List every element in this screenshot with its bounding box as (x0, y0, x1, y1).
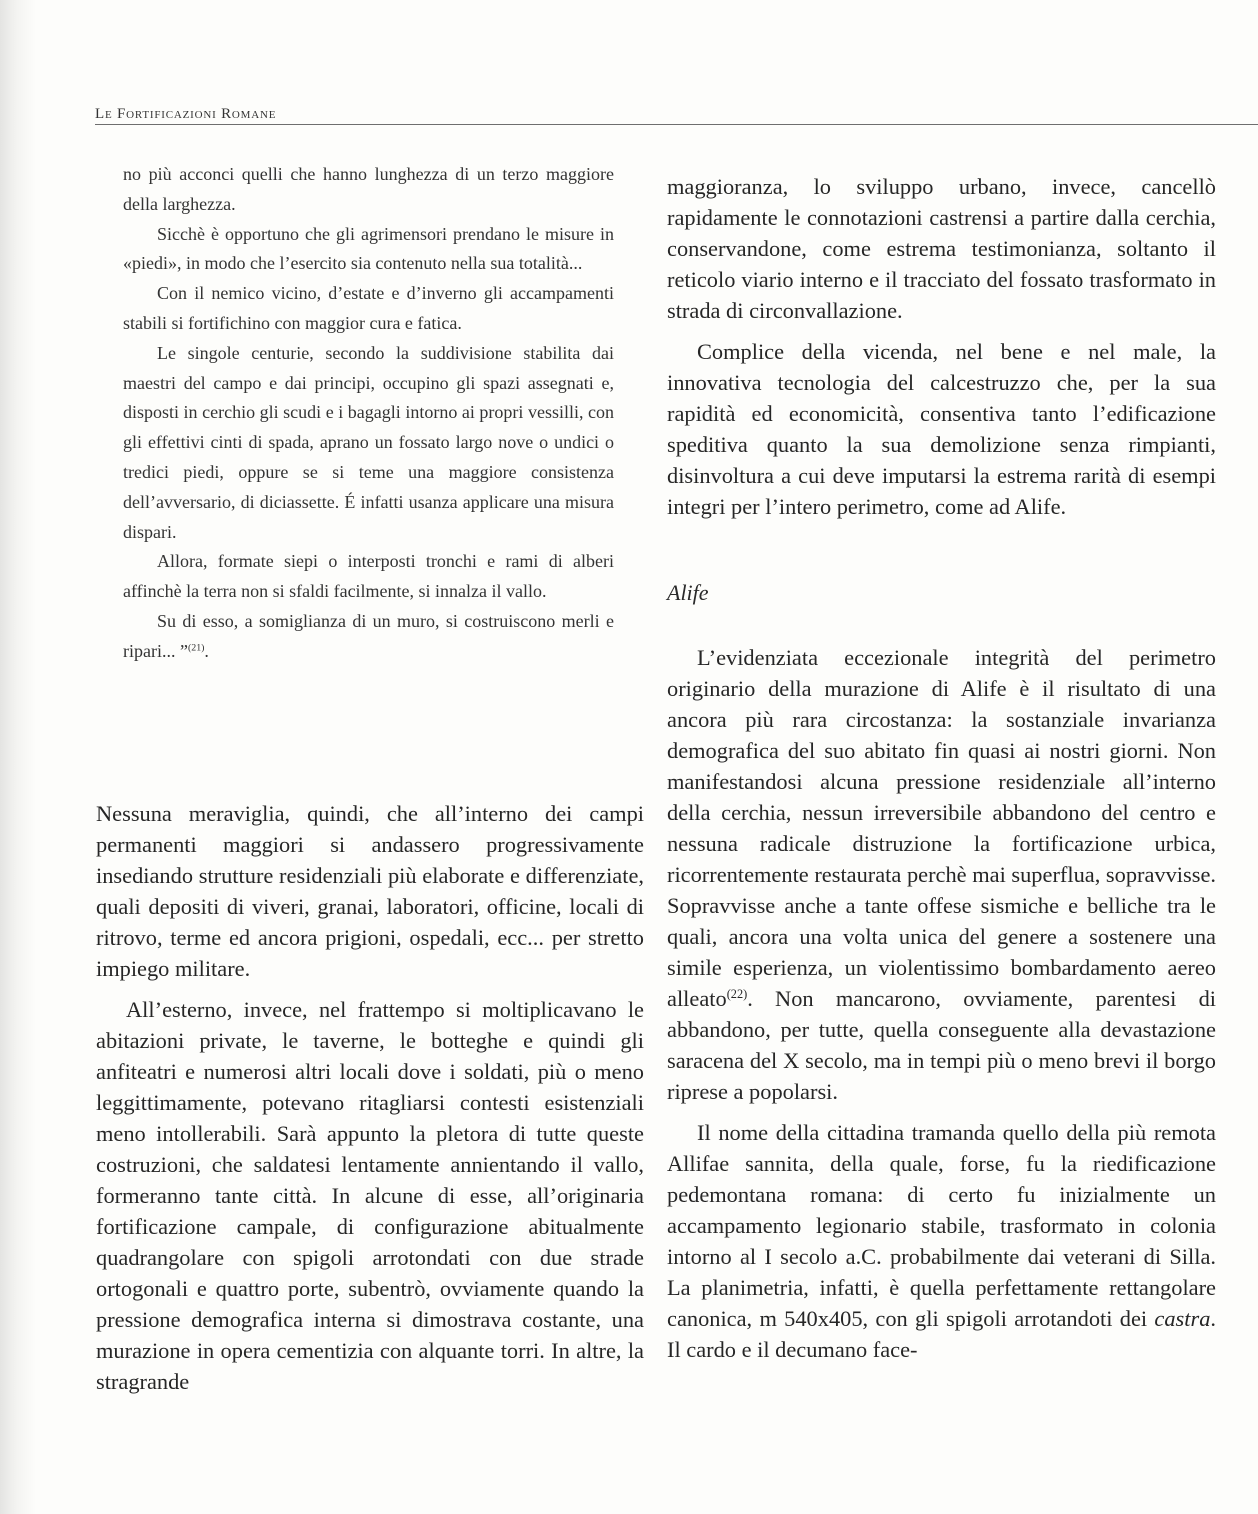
right-column-top (667, 171, 1216, 522)
text-run: Il nome della cittadina tramanda quello della più remota Allifae sannita, della quale, forse, fu la riedificazione pedemontana romana: di certo fu inizialmente un accampamento legionario stabile, trasformato in colonia intorno al I secolo a.C. probabilmente dai veterani di Silla. La planimetria, infatti, è quella perfettamente rettangolare canonica, m 540x405, con gli spigoli arrotandoti dei (667, 1120, 1216, 1331)
quote-paragraph: Con il nemico vicino, d’estate e d’inverno gli accampamenti stabili si fortifichino con maggior cura e fatica. (123, 283, 614, 333)
body-paragraph: Complice della vicenda, nel bene e nel male, la innovativa tecnologia del calcestruzzo che, per la sua rapidità ed economicità, consentiva tanto l’edificazione speditiva quanto la sua demolizione senza rimpianti, disinvoltura a cui deve imputarsi la estrema rarità di esempi integri per l’intero perimetro, come ad Alife. (667, 339, 1216, 519)
italic-term: castra (1154, 1306, 1211, 1331)
quote-paragraph-last (123, 607, 614, 667)
body-paragraph: Nessuna meraviglia, quindi, che all’interno dei campi permanenti maggiori si andassero progressivamente insediando strutture residenziali più elaborate e differenziate, quali depositi di viveri, granai, laboratori, officine, locali di ritrovo, terme ed ancora prigioni, ospedali, ecc... per stretto impiego militare. (96, 801, 644, 981)
quotation-block (123, 160, 614, 667)
quote-paragraph: Le singole centurie, secondo la suddivisione stabilita dai maestri del campo e dai principi, occupino gli spazi assegnati e, disposti in cerchio gli scudi e i bagagli intorno ai propri vessilli, con gli effettivi cinti di spada, aprano un fossato largo nove o undici o tredici piedi, oppure se si teme una maggiore consistenza dell’avversario, di diciassette. É infatti usanza applicare una misura dispari. (123, 342, 614, 542)
text-run: . Il cardo e il decumano face- (667, 1306, 1216, 1362)
left-column-body (96, 798, 644, 1397)
body-paragraph: maggioranza, lo sviluppo urbano, invece, cancellò rapidamente le connotazioni castrensi a partire dalla cerchia, conservandone, come estrema testimonianza, soltanto il reticolo viario interno e il tracciato del fossato trasformato in strada di circonvallazione. (667, 174, 1216, 323)
body-paragraph (667, 642, 1216, 1107)
running-header (95, 104, 1258, 125)
quote-paragraph: Allora, formate siepi o interposti tronchi e rami di alberi affinchè la terra non si sfaldi facilmente, si innalza il vallo. (123, 551, 614, 602)
right-column-section-body (667, 642, 1216, 1365)
text-run: L’evidenziata eccezionale integrità del perimetro originario della murazione di Alife è il risultato di una ancora più rara circostanza: la sostanziale invarianza demografica del suo abitato fin quasi ai nostri giorni. Non manifestandosi alcuna pressione residenziale all’interno della cerchia, nessun irreversibile abbandono del centro e nessuna radicale distruzione la fortificazione urbica, ricorrentemente restaurata perchè mai superflua, sopravvisse. Sopravvisse anche a tante offese sismiche e belliche tra le quali, ancora una volta unica del genere a sostenere una simile esperienza, un violentissimo bombardamento aereo alleato (667, 645, 1216, 1011)
quote-paragraph: Sicchè è opportuno che gli agrimensori prendano le misure in «piedi», in modo che l’esercito sia contenuto nella sua totalità... (123, 223, 614, 274)
body-paragraph: All’esterno, invece, nel frattempo si moltiplicavano le abitazioni private, le taverne, le botteghe e quindi gli anfiteatri e numerosi altri locali dove i soldati, più o meno leggittimamente, potevano ritagliarsi contesti esistenziali meno intollerabili. Sarà appunto la pletora di tutte queste costruzioni, che saldatesi lentamente annientando il vallo, formeranno tante città. In alcune di esse, all’originaria fortificazione campale, di configurazione abitualmente quadrangolare con spigoli arrotondati con due strade ortogonali e quattro porte, subentrò, ovviamente quando la pressione demografica interna si dimostrava costante, una murazione in opera cementizia con alquante torri. In altre, la stragrande (96, 997, 644, 1394)
running-title: Le Fortificazioni Romane (95, 106, 277, 122)
text-run: . Non mancarono, ovviamente, parentesi di abbandono, per tutte, quella conseguente alla devastazione saracena del X secolo, ma in tempi più o meno brevi il borgo riprese a popolarsi. (667, 986, 1216, 1104)
footnote-ref-22: (22) (726, 987, 748, 1001)
body-paragraph (667, 1117, 1216, 1365)
section-heading: Alife (667, 580, 709, 605)
page-gutter-shadow (0, 0, 36, 1514)
quote-text: Su di esso, a somiglianza di un muro, si costruiscono merli e ripari... ” (123, 610, 614, 661)
footnote-ref-21: (21) (187, 642, 205, 654)
quote-paragraph: no più acconci quelli che hanno lunghezza di un terzo maggiore della larghezza. (123, 164, 614, 214)
quote-end: . (204, 640, 209, 661)
